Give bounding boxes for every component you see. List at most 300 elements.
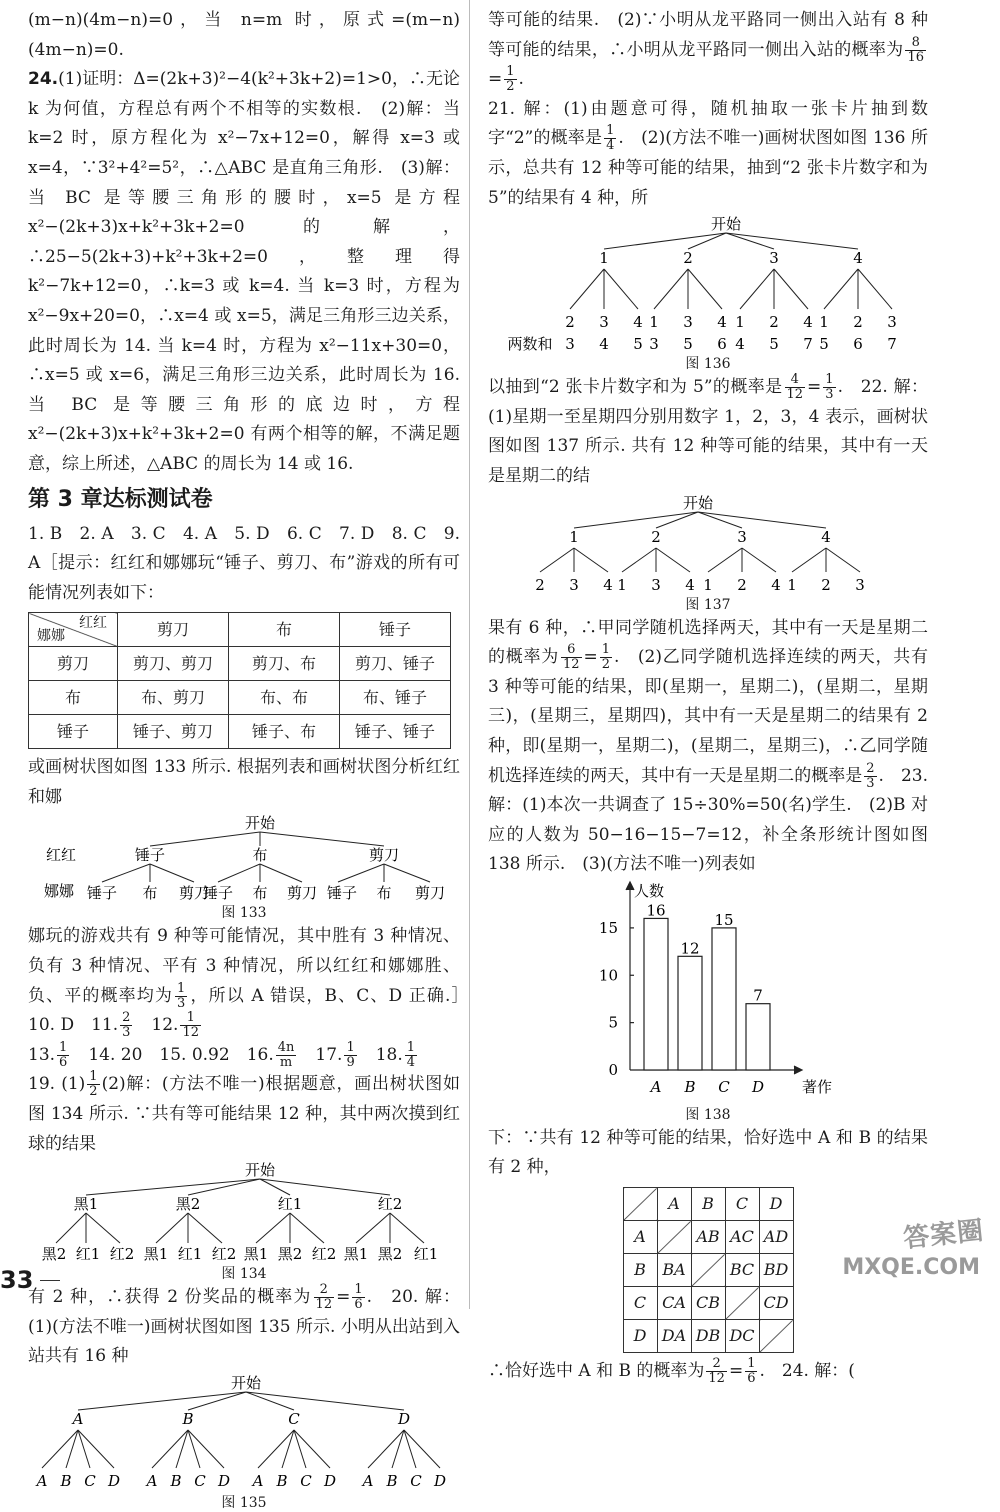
tree-node: 布 <box>252 846 268 865</box>
tree-leaf: 4 <box>771 575 781 594</box>
text: 18. <box>375 1044 403 1065</box>
tree-leaf: 红2 <box>109 1245 135 1264</box>
tree-branch <box>368 1430 404 1468</box>
tree-branch <box>826 548 860 572</box>
tree-branch <box>792 548 826 572</box>
tree-leaf: C <box>300 1472 312 1490</box>
numerator: 1 <box>354 1282 363 1298</box>
paragraph: 等可能的结果. (2)∵小明从龙平路同一侧出入站有 8 种等可能的结果，∴小明从龙平路同一侧出入站的概率为 $\frac{8}{16}$ = $\frac{1}{2}$ . <box>488 10 928 95</box>
y-tick-label: 0 <box>608 1060 618 1079</box>
row-header: D <box>623 1320 657 1353</box>
y-axis-label: 人数 <box>634 881 665 900</box>
tree-leaf: B <box>276 1472 288 1490</box>
column-divider <box>469 0 470 1309</box>
table-cell <box>759 1320 793 1353</box>
tree-leaf: C <box>194 1472 206 1490</box>
tree-node: D <box>397 1410 411 1428</box>
page-number-rule <box>40 1280 60 1281</box>
tree-leaf: C <box>84 1472 96 1490</box>
fraction <box>180 1011 201 1040</box>
tree-branch <box>740 269 774 309</box>
y-axis-arrow <box>626 882 634 890</box>
tree-branch <box>404 1430 440 1468</box>
text: 12. <box>151 1015 179 1036</box>
text: ∴恰好选中 A 和 B 的概率为 <box>488 1361 705 1382</box>
tree-node: 红2 <box>377 1195 403 1214</box>
text: 果有 6 种，∴甲同学随机选择两天，其中有一天是星期二的概率为 <box>488 617 928 668</box>
table-cell: AB <box>691 1221 725 1254</box>
tree-leaf: 1 <box>649 313 659 332</box>
fraction <box>504 65 516 94</box>
tree-leaf: 红1 <box>75 1245 101 1264</box>
tree-branch <box>188 1430 224 1468</box>
tree-leaf: 剪刀 <box>286 884 318 903</box>
table-row <box>29 681 451 715</box>
tree-leaf: 锤子 <box>86 884 118 903</box>
text: . 22. 解：(1)星期一至星期四分别用数字 1，2，3，4 表示，画树状图如图 137 所示. 共有 12 种等可能的结果，其中有一天是星期二的结 <box>488 377 928 486</box>
tree-leaf: 布 <box>142 884 158 903</box>
paragraph <box>488 95 928 213</box>
tree-node: 黑2 <box>175 1195 201 1214</box>
tree-node: 3 <box>769 249 779 268</box>
tree-leaf: 1 <box>703 575 713 594</box>
figure-caption: 图 137 <box>685 596 731 613</box>
tree-sum: 6 <box>717 335 727 354</box>
denominator: 2 <box>506 79 515 95</box>
tree-node: B <box>182 1410 194 1428</box>
table-row <box>29 647 451 681</box>
page-number: 33 <box>0 1266 34 1294</box>
paragraph <box>28 1283 460 1372</box>
tree-leaf: 3 <box>651 575 661 594</box>
tree-root: 开始 <box>244 814 276 833</box>
numerator: 2 <box>314 1283 335 1298</box>
tree-branch <box>708 548 742 572</box>
y-tick-label: 10 <box>598 966 618 985</box>
denominator: 3 <box>866 775 875 791</box>
tree-diagram-134 <box>28 1159 460 1265</box>
denominator: 6 <box>59 1054 68 1070</box>
col-header: C <box>725 1188 759 1221</box>
tree-leaf: B <box>170 1472 182 1490</box>
equals-sign: = <box>488 69 503 90</box>
tree-leaf: A <box>252 1472 264 1490</box>
text: 有 2 种，∴获得 2 份奖品的概率为 <box>28 1287 312 1308</box>
x-tick-label: A <box>650 1077 662 1096</box>
table-corner <box>623 1188 657 1221</box>
numerator: 6 <box>561 643 582 658</box>
tree-diagram-137 <box>488 492 928 596</box>
tree-leaf: 1 <box>617 575 627 594</box>
fraction <box>352 1283 364 1312</box>
bar <box>712 928 736 1070</box>
tree-leaf: A <box>146 1472 158 1490</box>
tree-node: 黑1 <box>73 1195 99 1214</box>
tree-node: 2 <box>651 527 661 546</box>
tree-branch <box>258 1430 294 1468</box>
fraction <box>745 1357 757 1386</box>
tree-leaf: 2 <box>769 313 779 332</box>
tree-leaf: 3 <box>569 575 579 594</box>
tree-sum: 5 <box>683 335 693 354</box>
tree-node: A <box>72 1410 84 1428</box>
denominator: 12 <box>562 657 580 673</box>
y-tick-label: 15 <box>598 918 618 937</box>
x-tick-label: D <box>751 1077 765 1096</box>
tree-leaf: 锤子 <box>326 884 358 903</box>
fraction <box>823 373 835 402</box>
bar <box>678 956 702 1070</box>
tree-sum: 5 <box>633 335 643 354</box>
numerator: 1 <box>89 1069 98 1085</box>
tree-branch <box>622 548 656 572</box>
x-axis-arrow <box>794 1066 802 1074</box>
tree-leaf: 4 <box>685 575 695 594</box>
denominator: 12 <box>786 387 804 403</box>
numerator: 1 <box>177 980 186 996</box>
table-cell: CA <box>657 1287 691 1320</box>
table-cell: 剪刀、布 <box>229 647 340 681</box>
table-cell <box>657 1221 691 1254</box>
tree-leaf: 红2 <box>211 1245 237 1264</box>
tree-leaf: 锤子 <box>202 884 234 903</box>
paragraph: 或画树状图如图 133 所示. 根据列表和画树状图分析红红和娜 <box>28 757 460 807</box>
right-column <box>488 6 928 1387</box>
tree-leaf: 2 <box>535 575 545 594</box>
equals-sign: = <box>583 647 598 668</box>
tree-leaf: A <box>36 1472 48 1490</box>
tree-diagram-136 <box>488 213 928 355</box>
denominator: 4 <box>406 1054 416 1070</box>
tree-leaf: 黑2 <box>277 1245 303 1264</box>
tree-leaf: 2 <box>737 575 747 594</box>
table-cell <box>725 1287 759 1320</box>
table-cell: 锤子、锤子 <box>340 715 451 749</box>
numerator: 8 <box>905 36 926 51</box>
table-cell: BC <box>725 1254 759 1287</box>
pair-table <box>623 1187 794 1353</box>
numerator: 1 <box>747 1356 756 1372</box>
text: . (2)(方法不唯一)画树状图如图 136 所示，总共有 12 种等可能的结果，抽到“2 张卡片数字和为 5”的结果有 4 种，所 <box>488 128 928 208</box>
tree-sum: 6 <box>853 335 863 354</box>
tree-leaf: 黑1 <box>243 1245 269 1264</box>
table-cell: DB <box>691 1320 725 1353</box>
corner-top-label: 红红 <box>79 615 107 632</box>
row-header: C <box>623 1287 657 1320</box>
tree-node: 2 <box>683 249 693 268</box>
tree-leaf: 黑2 <box>41 1245 67 1264</box>
numerator: 4n <box>277 1039 295 1055</box>
y-tick-label: 5 <box>608 1013 618 1032</box>
tree-leaf: 红1 <box>177 1245 203 1264</box>
tree-node: 1 <box>569 527 579 546</box>
table-cell: 锤子、布 <box>229 715 340 749</box>
tree-leaf: 1 <box>787 575 797 594</box>
fraction <box>706 1357 727 1386</box>
tree-leaf: 红2 <box>311 1245 337 1264</box>
rps-table <box>28 612 451 749</box>
tree-node: 4 <box>821 527 831 546</box>
fraction <box>175 982 187 1011</box>
text: . 20. 解：(1)(方法不唯一)画树状图如图 135 所示. 小明从出站到入站共有 16 种 <box>28 1287 461 1367</box>
tree-leaf: D <box>323 1472 337 1490</box>
tree-leaf: 3 <box>887 313 897 332</box>
figure-caption: 图 136 <box>685 356 731 373</box>
col-header: D <box>759 1188 793 1221</box>
denominator: 3 <box>122 1025 131 1041</box>
tree-leaf: 黑1 <box>143 1245 169 1264</box>
sum-row-label: 两数和 <box>507 335 553 354</box>
numerator: 1 <box>346 1039 355 1055</box>
paragraph <box>488 614 928 880</box>
text: . (2)乙同学随机选择连续的两天，共有 3 种等可能的结果，即(星期一，星期二)，(星期二，星期三)，(星期三，星期四)，其中有一天是星期二的结果有 2 种，即(星期一，星期二)，(星期二，星期三)，∴乙同学随机选择连续的两天，其中有一天是星期二的概率是 <box>488 647 929 786</box>
numerator: 1 <box>180 1011 201 1026</box>
tree-leaf: 3 <box>599 313 609 332</box>
tree-sum: 7 <box>803 335 813 354</box>
figure-caption: 图 134 <box>221 1266 267 1283</box>
denominator: 2 <box>601 657 611 673</box>
tree-leaf: A <box>362 1472 374 1490</box>
numerator: 1 <box>825 372 834 388</box>
numerator: 1 <box>59 1039 68 1055</box>
col-header: 剪刀 <box>118 613 229 647</box>
bar-value-label: 16 <box>646 901 666 920</box>
numerator: 2 <box>122 1010 131 1026</box>
tree-diagram-135 <box>28 1372 460 1494</box>
tree-sum: 3 <box>565 335 575 354</box>
tree-leaf: 4 <box>717 313 727 332</box>
numerator: 2 <box>866 760 875 776</box>
table-cell: 剪刀、锤子 <box>340 647 451 681</box>
tree-row-label: 红红 <box>46 846 77 865</box>
fraction <box>314 1283 335 1312</box>
tree-row-label: 娜娜 <box>44 882 75 901</box>
tree-branch <box>540 548 574 572</box>
tree-node: 剪刀 <box>368 846 400 865</box>
row-header: B <box>623 1254 657 1287</box>
tree-branch <box>570 269 604 309</box>
table-cell: AC <box>725 1221 759 1254</box>
tree-leaf: B <box>386 1472 398 1490</box>
tree-root: 开始 <box>682 493 714 512</box>
tree-diagram-133 <box>28 812 460 904</box>
text: (2)解：(方法不唯一)根据题意，画出树状图如图 134 所示. ∵共有等可能结果 12 种，其中两次摸到红球的结果 <box>28 1074 460 1154</box>
tree-node: 1 <box>599 249 609 268</box>
tree-branch <box>742 548 776 572</box>
tree-branch <box>656 548 690 572</box>
tree-node: 3 <box>737 527 747 546</box>
tree-leaf: 红1 <box>413 1245 439 1264</box>
figure-caption: 图 138 <box>685 1106 731 1123</box>
denominator: 6 <box>354 1297 363 1313</box>
tree-leaf: 4 <box>633 313 643 332</box>
tree-node: 4 <box>853 249 863 268</box>
row-header: 锤子 <box>29 715 118 749</box>
numerator: 1 <box>506 64 515 80</box>
col-header: 布 <box>229 613 340 647</box>
tree-leaf: 4 <box>803 313 813 332</box>
answer-24 <box>28 65 460 479</box>
tree-branch <box>78 1430 114 1468</box>
fraction <box>864 762 876 791</box>
corner-bottom-label: 娜娜 <box>37 628 65 645</box>
col-header: B <box>691 1188 725 1221</box>
fraction <box>344 1041 356 1070</box>
tree-sum: 7 <box>887 335 897 354</box>
tree-leaf: 黑2 <box>377 1245 403 1264</box>
figure-caption: 图 133 <box>221 905 267 922</box>
text: . 23. 解：(1)本次一共调查了 15÷30%=50(名)学生. (2)B 对应的人数为 50−16−15−7=12，补全条形统计图如图 138 所示. (3)(方法不唯一)列表如 <box>488 765 928 875</box>
table-row <box>623 1320 793 1353</box>
tree-root: 开始 <box>230 1374 262 1392</box>
denominator: 12 <box>315 1297 333 1313</box>
table-row <box>623 1287 793 1320</box>
equals-sign: = <box>807 377 822 398</box>
fraction <box>405 1041 417 1070</box>
fraction <box>276 1041 297 1070</box>
table-cell: 布、剪刀 <box>118 681 229 715</box>
numerator: 4 <box>785 373 806 388</box>
text: 等可能的结果. (2)∵小明从龙平路同一侧出入站有 8 种等可能的结果，∴小明从龙平路同一侧出入站的概率为 <box>488 10 928 60</box>
bar-value-label: 12 <box>680 939 700 958</box>
fraction <box>87 1070 99 1099</box>
tree-leaf: 3 <box>855 575 865 594</box>
bar-value-label: 7 <box>753 986 763 1005</box>
equals-sign: = <box>336 1287 351 1308</box>
tree-branch <box>574 548 608 572</box>
left-column <box>28 6 478 1512</box>
denominator: 3 <box>825 387 834 403</box>
x-axis-label: 著作 <box>802 1077 833 1096</box>
answer-list: 1. B 2. A 3. C 4. A 5. D 6. C 7. D 8. C 9. A［提示：红红和娜娜玩“锤子、剪刀、布”游戏的所有可能情况列表如下： <box>28 523 460 603</box>
equals-sign: = <box>728 1361 744 1382</box>
denominator: 16 <box>907 49 924 65</box>
tree-node: C <box>288 1410 300 1428</box>
denominator: 4 <box>606 138 615 154</box>
numerator: 2 <box>706 1357 727 1372</box>
denominator: 3 <box>177 995 186 1011</box>
paragraph <box>28 1041 460 1071</box>
tree-leaf: 剪刀 <box>178 884 210 903</box>
tree-branch <box>42 1430 78 1468</box>
fraction <box>561 643 582 672</box>
tree-leaf: D <box>107 1472 121 1490</box>
text: ，所以 A 错误，B、C、D 正确.］ 10. D 11. <box>28 985 478 1036</box>
tree-node: 红1 <box>277 1195 303 1214</box>
paragraph <box>488 1357 928 1387</box>
tree-branch <box>152 1430 188 1468</box>
tree-sum: 4 <box>599 335 609 354</box>
table-row <box>623 1254 793 1287</box>
paragraph: (m−n)(4m−n)=0，当 n=m 时，原式=(m−n)(4m−n)=0. <box>28 10 460 60</box>
tree-node: 锤子 <box>134 846 166 865</box>
table-corner <box>29 613 118 647</box>
tree-branch <box>604 269 638 309</box>
fraction <box>905 36 926 65</box>
denominator: 12 <box>708 1371 725 1387</box>
table-header-row <box>623 1188 793 1221</box>
tree-root: 开始 <box>244 1161 276 1180</box>
paragraph: 下：∵共有 12 种等可能的结果，恰好选中 A 和 B 的结果有 2 种， <box>488 1127 928 1178</box>
text: 19. (1) <box>28 1074 86 1095</box>
fraction <box>57 1041 69 1070</box>
text: 21. 解：(1)由题意可得，随机抽取一张卡片抽到数字“2”的概率是 <box>488 98 928 149</box>
tree-branch <box>294 1430 330 1468</box>
text: 娜玩的游戏共有 9 种等可能情况，其中胜有 3 种情况、负有 3 种情况、平有 3 种情况，所以红红和娜娜胜、负、平的概率均为 <box>28 926 460 1006</box>
answer-text: (1)证明：Δ=(2k+3)²−4(k²+3k+2)=1>0，∴无论 k 为何值，方程总有两个不相等的实数根. (2)解：当 k=2 时，原方程化为 x²−7x+12=0，解得 x=3 或 x=4，∵3²+4²=5²，∴△ABC 是直角三角形. (3)解：当 BC 是等腰三角形的腰时，x=5 是方程 x²−(2k+3)x+k²+3k+2=0 的解，∴25−5(2k+3)+k²+3k+2=0，整理得 k²−7k+12=0，∴k=3 或 k=4. 当 k=3 时，方程为 x²−9x+20=0，∴x=4 或 x=5，满足三角形三边关系，此时周长为 14. 当 k=4 时，方程为 x²−11x+30=0，∴x=5 或 x=6，满足三角形三边关系，此时周长为 16. 当 BC 是等腰三角形的底边时，方程 x²−(2k+3)x+k²+3k+2=0 有两个相等的解，不满足题意，综上所述，△ABC 的周长为 14 或 16. <box>28 69 460 474</box>
tree-sum: 3 <box>649 335 659 354</box>
fraction <box>120 1011 132 1040</box>
text: 以抽到“2 张卡片数字和为 5”的概率是 <box>488 377 783 398</box>
watermark-url: MXQE.COM <box>842 1255 980 1280</box>
tree-leaf: 2 <box>821 575 831 594</box>
row-header: A <box>623 1221 657 1254</box>
tree-leaf: 布 <box>376 884 392 903</box>
numerator: 1 <box>606 123 615 139</box>
tree-leaf: 2 <box>853 313 863 332</box>
x-tick-label: C <box>718 1077 730 1096</box>
tree-leaf: 布 <box>252 884 268 903</box>
watermark-logo: 答案圈 <box>901 1215 986 1255</box>
tree-leaf: 2 <box>565 313 575 332</box>
bar-value-label: 15 <box>714 910 734 929</box>
denominator: 2 <box>89 1084 98 1100</box>
denominator: 6 <box>747 1371 756 1387</box>
tree-sum: 5 <box>819 335 829 354</box>
tree-leaf: 1 <box>735 313 745 332</box>
table-header-row <box>29 613 451 647</box>
tree-branch <box>824 269 858 309</box>
text: 13. <box>28 1044 56 1065</box>
table-cell: DC <box>725 1320 759 1353</box>
tree-leaf: 3 <box>683 313 693 332</box>
tree-leaf: B <box>60 1472 72 1490</box>
bar-chart-138 <box>488 880 928 1106</box>
paragraph <box>28 922 478 1041</box>
fraction <box>600 643 612 672</box>
table-cell: AD <box>759 1221 793 1254</box>
tree-leaf: 4 <box>603 575 613 594</box>
tree-root: 开始 <box>710 215 742 234</box>
table-cell: DA <box>657 1320 691 1353</box>
tree-leaf: D <box>217 1472 231 1490</box>
table-cell: CD <box>759 1287 793 1320</box>
row-header: 剪刀 <box>29 647 118 681</box>
tree-leaf: 1 <box>819 313 829 332</box>
section-title: 第 3 章达标测试卷 <box>28 486 213 512</box>
tree-sum: 5 <box>769 335 779 354</box>
numerator: 1 <box>601 642 611 658</box>
tree-leaf: C <box>410 1472 422 1490</box>
col-header: A <box>657 1188 691 1221</box>
denominator: m <box>279 1054 293 1070</box>
tree-branch <box>688 269 722 309</box>
x-tick-label: B <box>684 1077 696 1096</box>
question-number: 24. <box>28 69 59 90</box>
fraction <box>785 373 806 402</box>
table-cell: CB <box>691 1287 725 1320</box>
row-header: 布 <box>29 681 118 715</box>
tree-leaf: D <box>433 1472 447 1490</box>
bar <box>746 1004 770 1070</box>
text: 17. <box>315 1044 343 1065</box>
tree-leaf: 剪刀 <box>414 884 446 903</box>
tree-branch <box>858 269 892 309</box>
table-cell: BD <box>759 1254 793 1287</box>
tree-branch <box>654 269 688 309</box>
denominator: 9 <box>346 1054 355 1070</box>
tree-leaf: 黑1 <box>343 1245 369 1264</box>
